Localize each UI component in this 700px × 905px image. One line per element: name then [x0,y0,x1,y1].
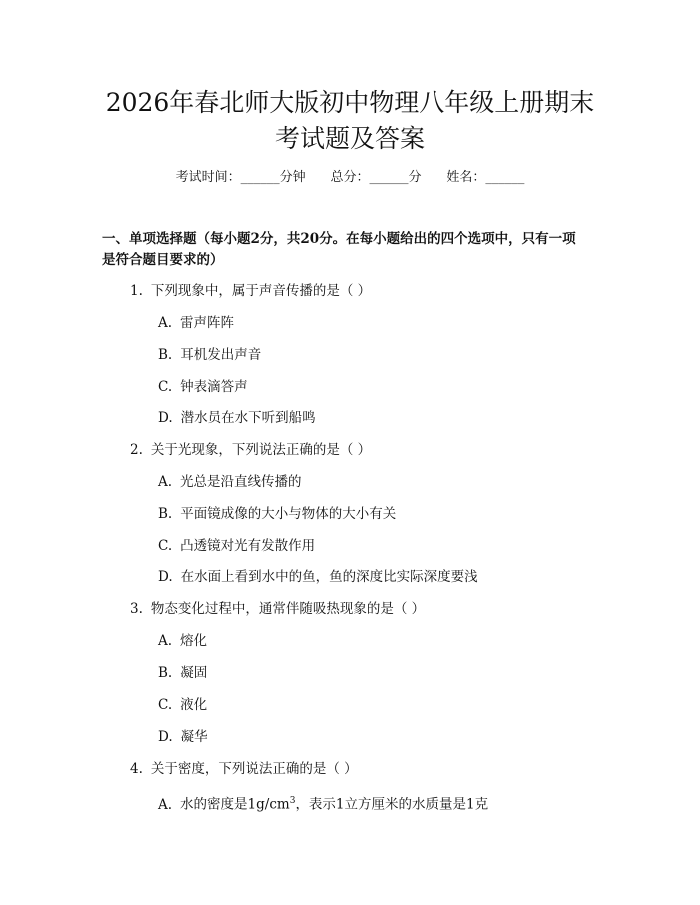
option-3a [158,631,207,651]
option-text: 熔化 [180,633,208,649]
question-number: 4. [130,761,143,777]
option-letter: D. [158,729,173,745]
option-3d [158,727,208,747]
question-3 [130,599,425,619]
option-1c [158,377,248,397]
option-text: 在水面上看到水中的鱼，鱼的深度比实际深度要浅 [180,569,478,585]
option-text: 凝华 [180,729,208,745]
option-text: 凝固 [180,665,208,681]
option-text: 耳机发出声音 [180,347,262,363]
option-text: 雷声阵阵 [180,315,235,331]
question-number: 1. [130,283,143,299]
question-stem: 关于密度，下列说法正确的是（ ） [150,761,358,777]
option-text: 液化 [180,697,208,713]
page-title-line2: 考试题及答案 [274,124,425,153]
option-1d [158,408,316,428]
question-4 [130,759,358,779]
question-1 [130,281,371,301]
option-letter: C. [158,538,173,554]
option-text: 钟表滴答声 [180,379,248,395]
option-letter: D. [158,410,173,426]
question-stem: 关于光现象，下列说法正确的是（ ） [150,442,372,458]
option-2c [158,536,315,556]
option-2d [158,567,478,587]
time-blank: ______ [240,170,280,185]
option-letter: A. [158,796,173,813]
option-letter: A. [158,633,173,649]
option-3c [158,695,207,715]
score-label: 总分： [330,170,370,185]
option-letter: A. [158,474,173,490]
option-text-before: 水的密度是1g/cm [180,796,290,813]
question-2 [130,440,371,460]
question-number: 2. [130,442,143,458]
option-letter: C. [158,697,173,713]
name-blank: ______ [485,170,525,185]
option-2a [158,472,302,492]
option-letter: B. [158,665,173,681]
question-number: 3. [130,601,143,617]
option-letter: D. [158,569,173,585]
option-1a [158,313,234,333]
option-1b [158,345,261,365]
time-unit: 分钟 [279,170,306,185]
option-text-after: ，表示1立方厘米的水质量是1克 [295,796,489,813]
section-heading-line2: 是符合题目要求的） [102,252,224,268]
section-heading-line1: 一、单项选择题（每小题2分，共20分。在每小题给出的四个选项中，只有一项 [102,231,576,247]
option-text: 平面镜成像的大小与物体的大小有关 [180,506,397,522]
option-text: 凸透镜对光有发散作用 [180,538,316,554]
option-letter: A. [158,315,173,331]
option-text: 潜水员在水下听到船鸣 [180,410,316,426]
page-title-line1: 2026年春北师大版初中物理八年级上册期末 [105,88,595,117]
question-stem: 物态变化过程中，通常伴随吸热现象的是（ ） [150,601,426,617]
name-label: 姓名： [446,170,486,185]
option-text: 光总是沿直线传播的 [180,474,302,490]
score-unit: 分 [408,170,422,185]
option-letter: C. [158,379,173,395]
score-blank: ______ [369,170,409,185]
option-letter: B. [158,506,173,522]
option-text-superscript: 3 [289,796,296,806]
time-label: 考试时间： [175,170,241,185]
option-3b [158,663,207,683]
exam-meta-line [0,168,700,188]
option-4a [158,791,488,815]
option-letter: B. [158,347,173,363]
question-stem: 下列现象中，属于声音传播的是（ ） [150,283,372,299]
option-2b [158,504,396,524]
